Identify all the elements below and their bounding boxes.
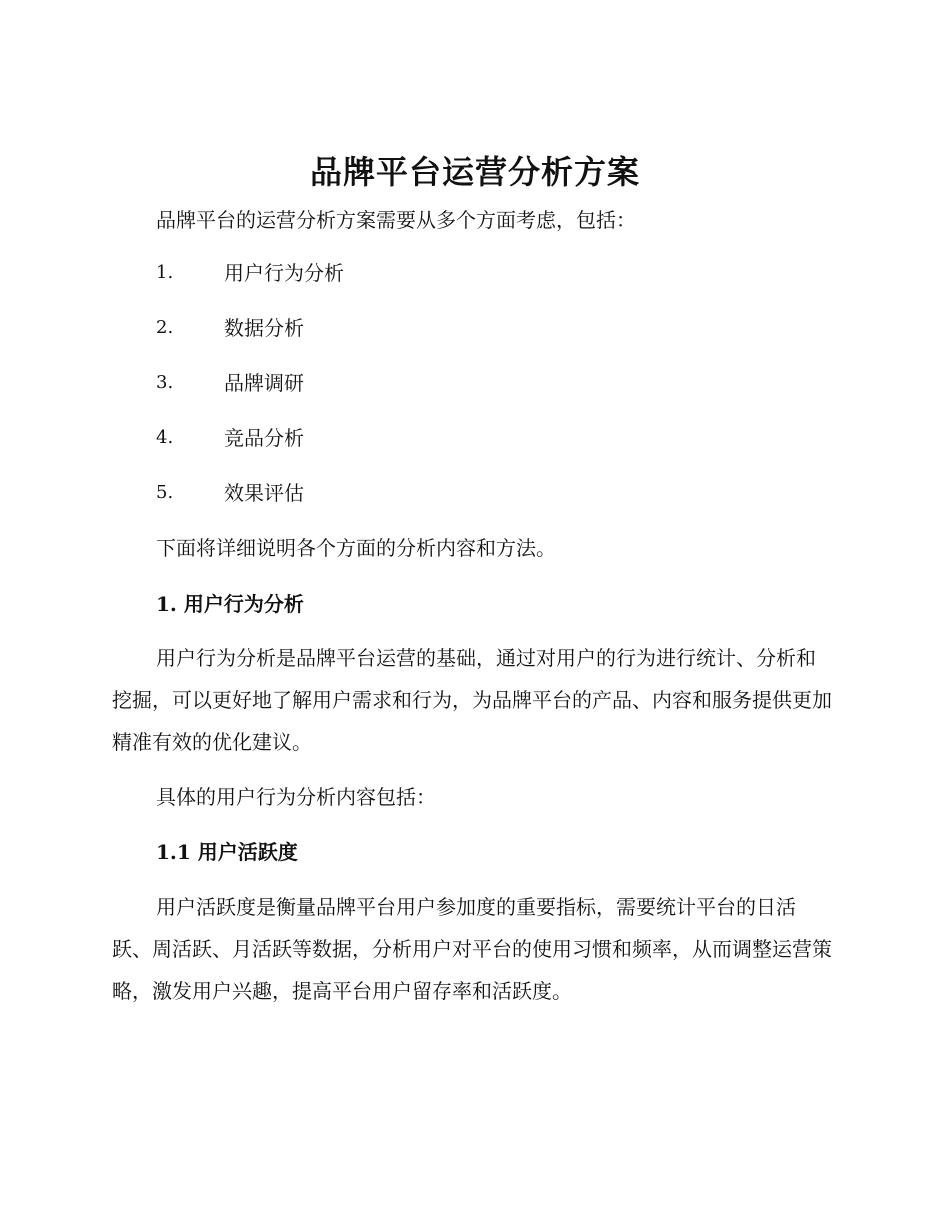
page-title: 品牌平台运营分析方案 bbox=[309, 153, 640, 191]
section-heading-user-behavior: 1. 用户行为分析 bbox=[156, 592, 304, 616]
list-item bbox=[156, 362, 344, 417]
list-item-text: 用户行为分析 bbox=[224, 261, 344, 285]
list-item-text: 数据分析 bbox=[224, 316, 304, 340]
section-paragraph: 具体的用户行为分析内容包括： bbox=[156, 785, 436, 809]
list-item-text: 品牌调研 bbox=[224, 371, 304, 395]
list-item bbox=[156, 307, 344, 362]
list-item bbox=[156, 417, 344, 472]
intro-paragraph: 品牌平台的运营分析方案需要从多个方面考虑，包括： bbox=[156, 208, 636, 232]
section-paragraph: 用户活跃度是衡量品牌平台用户参加度的重要指标，需要统计平台的日活跃、周活跃、月活跃等数据，分析用户对平台的使用习惯和频率，从而调整运营策略，激发用户兴趣，提高平台用户留存率和活跃度。 bbox=[112, 895, 832, 1003]
list-item-number: 4. bbox=[156, 427, 174, 448]
list-item bbox=[156, 472, 344, 527]
outro-paragraph: 下面将详细说明各个方面的分析内容和方法。 bbox=[156, 536, 556, 560]
section-paragraph: 用户行为分析是品牌平台运营的基础，通过对用户的行为进行统计、分析和挖掘，可以更好地了解用户需求和行为，为品牌平台的产品、内容和服务提供更加精准有效的优化建议。 bbox=[112, 646, 832, 754]
list-item bbox=[156, 252, 344, 307]
list-item-text: 效果评估 bbox=[224, 481, 304, 505]
section-heading-user-activity: 1.1 用户活跃度 bbox=[156, 840, 298, 864]
list-item-number: 2. bbox=[156, 317, 174, 338]
aspect-list bbox=[156, 252, 344, 527]
list-item-text: 竞品分析 bbox=[224, 426, 304, 450]
list-item-number: 3. bbox=[156, 372, 174, 393]
list-item-number: 5. bbox=[156, 482, 174, 503]
list-item-number: 1. bbox=[156, 262, 174, 283]
